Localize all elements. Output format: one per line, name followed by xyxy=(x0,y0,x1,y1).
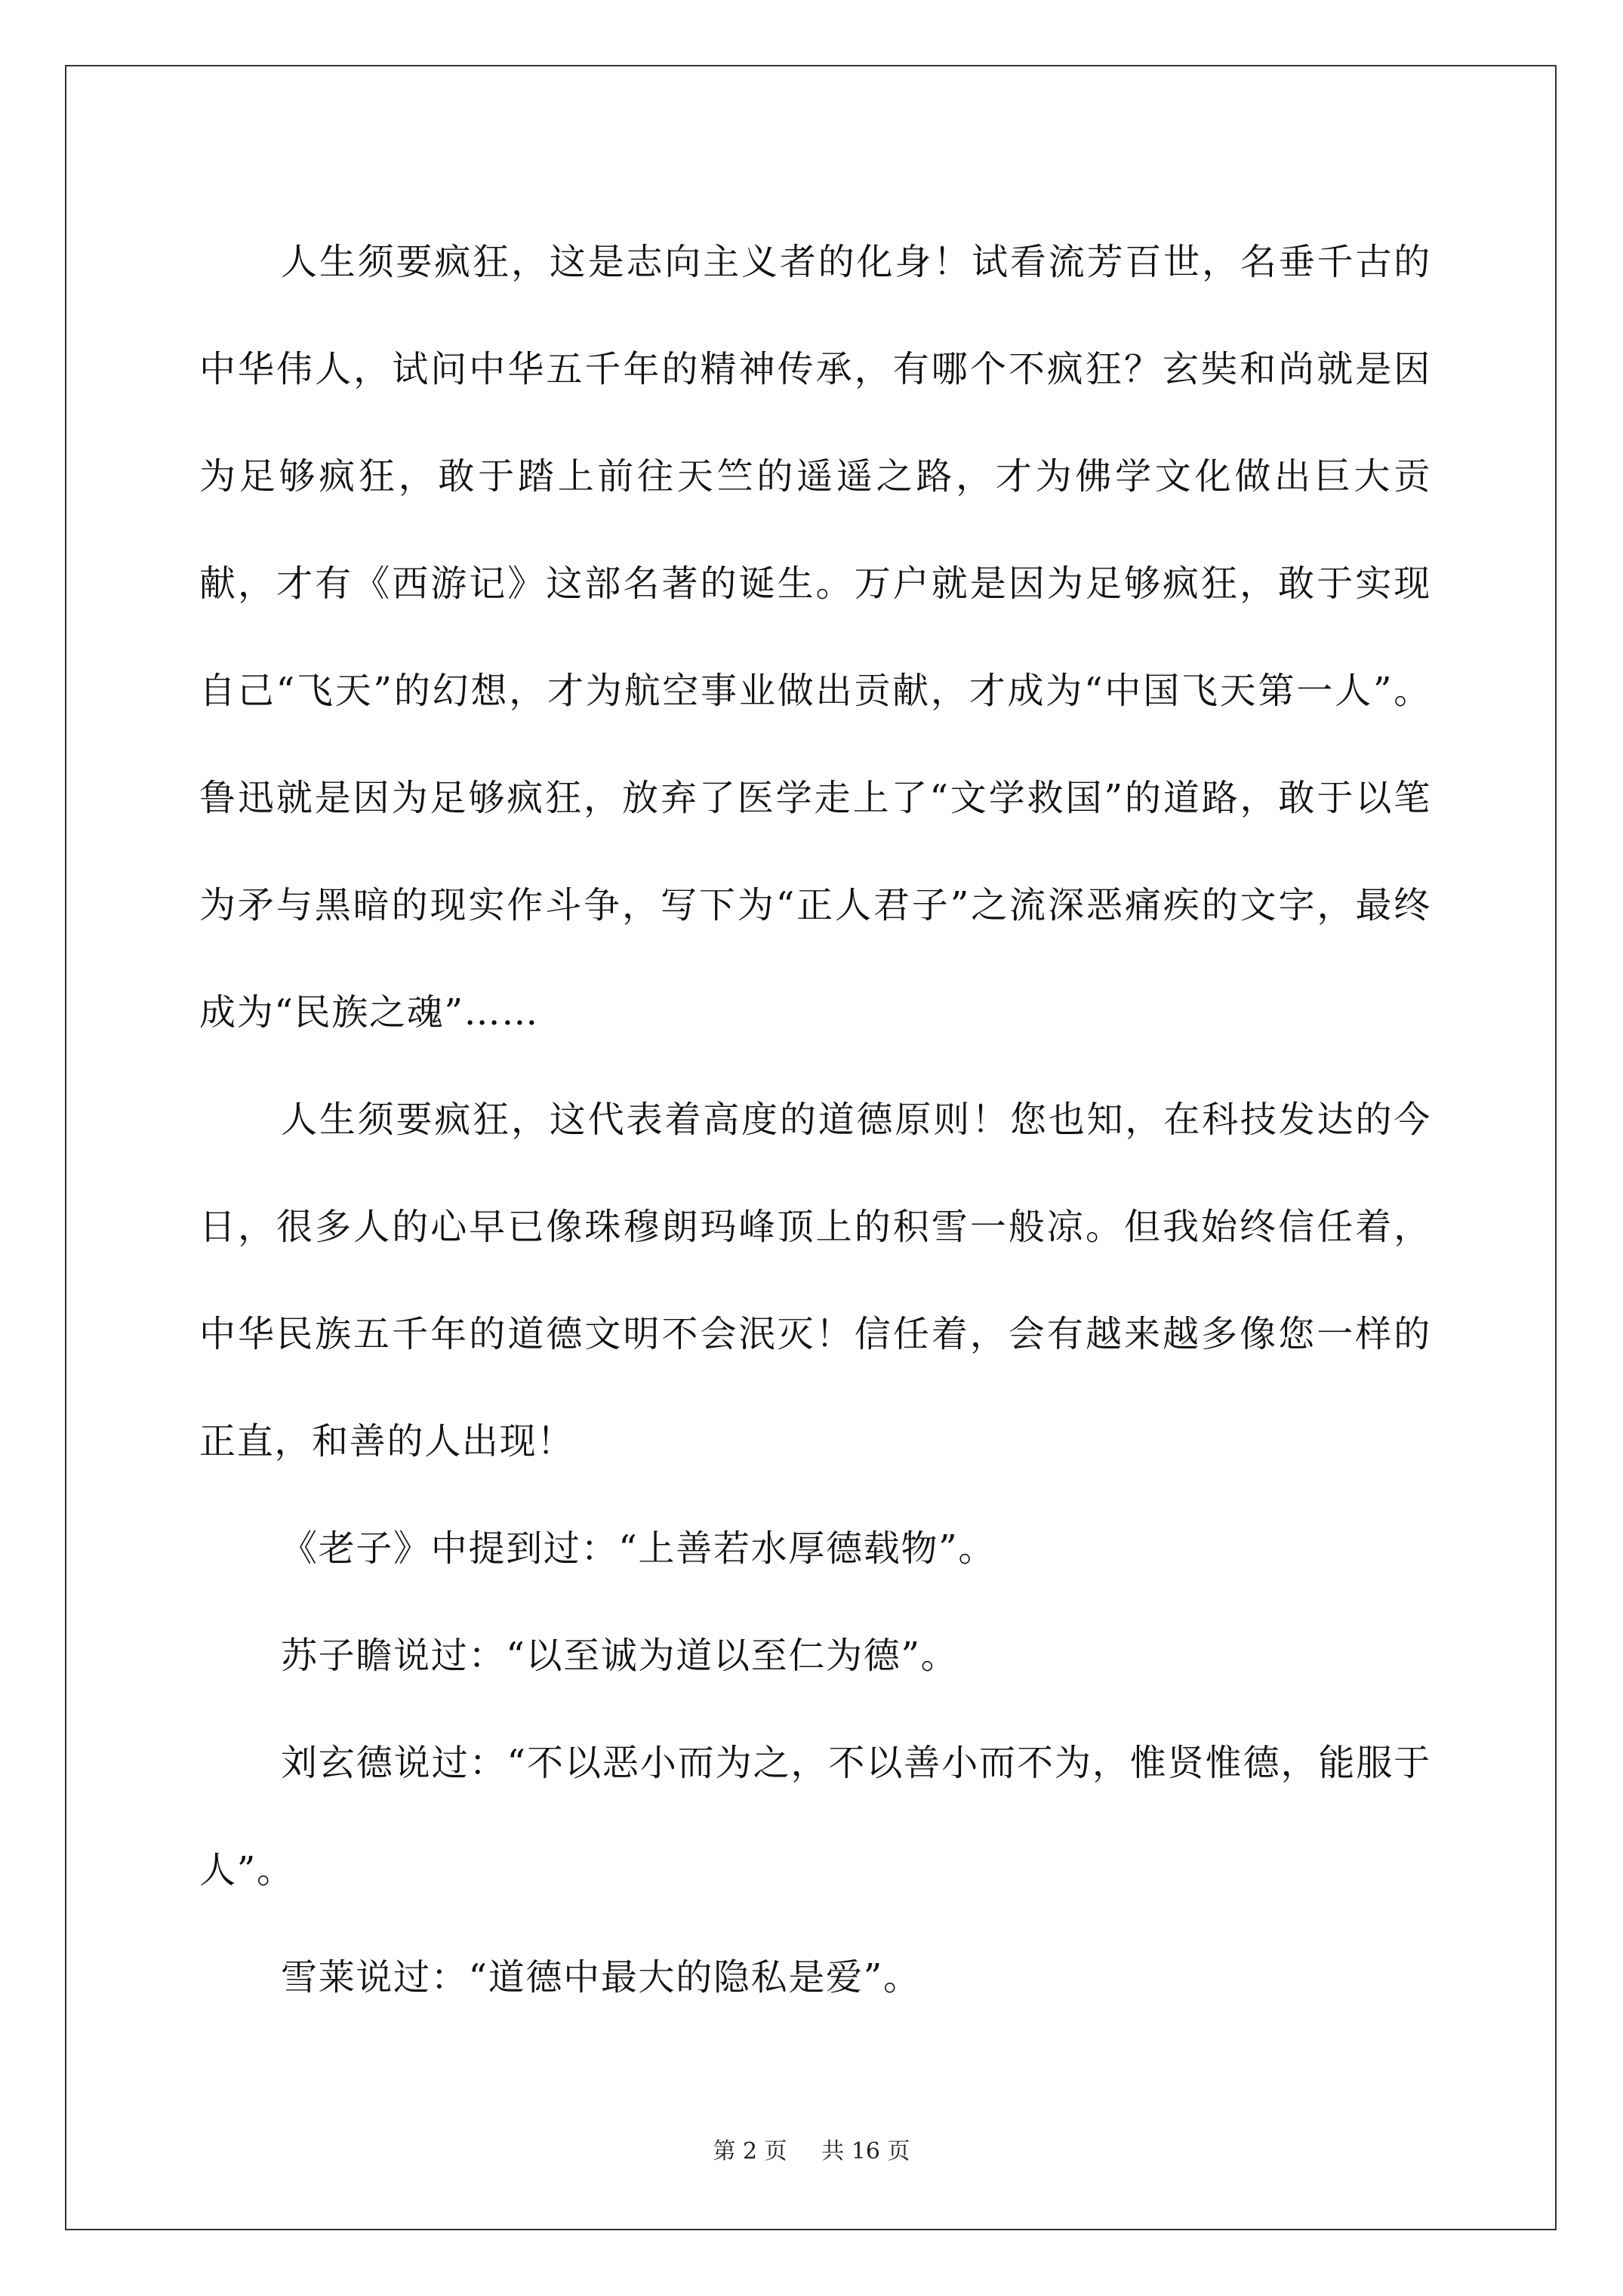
page-total: 共 16 页 xyxy=(821,2138,910,2165)
page-number: 第 2 页 xyxy=(713,2138,787,2165)
paragraph-4: 苏子瞻说过：“以至诚为道以至仁为德”。 xyxy=(281,1635,959,1677)
paragraph-3: 《老子》中提到过：“上善若水厚德载物”。 xyxy=(281,1527,996,1570)
paragraph-6: 雪莱说过：“道德中最大的隐私是爱”。 xyxy=(281,1956,921,1999)
document-body xyxy=(199,208,1431,2031)
page-footer xyxy=(0,2132,1623,2165)
paragraph-5: 刘玄德说过：“不以恶小而为之，不以善小而不为，惟贤惟德，能服于人”。 xyxy=(199,1742,1431,1891)
paragraph-2: 人生须要疯狂，这代表着高度的道德原则！您也知，在科技发达的今日，很多人的心早已像珠穆朗玛峰顶上的积雪一般凉。但我始终信任着，中华民族五千年的道德文明不会泯灭！信任着，会有越来越多像您一样的正直，和善的人出现！ xyxy=(199,1099,1431,1462)
paragraph-1: 人生须要疯狂，这是志向主义者的化身！试看流芳百世，名垂千古的中华伟人，试问中华五千年的精神传承，有哪个不疯狂？玄奘和尚就是因为足够疯狂，敢于踏上前往天竺的遥遥之路，才为佛学文化做出巨大贡献，才有《西游记》这部名著的诞生。万户就是因为足够疯狂，敢于实现自己“飞天”的幻想，才为航空事业做出贡献，才成为“中国飞天第一人”。鲁迅就是因为足够疯狂，放弃了医学走上了“文学救国”的道路，敢于以笔为矛与黑暗的现实作斗争，写下为“正人君子”之流深恶痛疾的文字，最终成为“民族之魂”…… xyxy=(199,241,1431,1034)
